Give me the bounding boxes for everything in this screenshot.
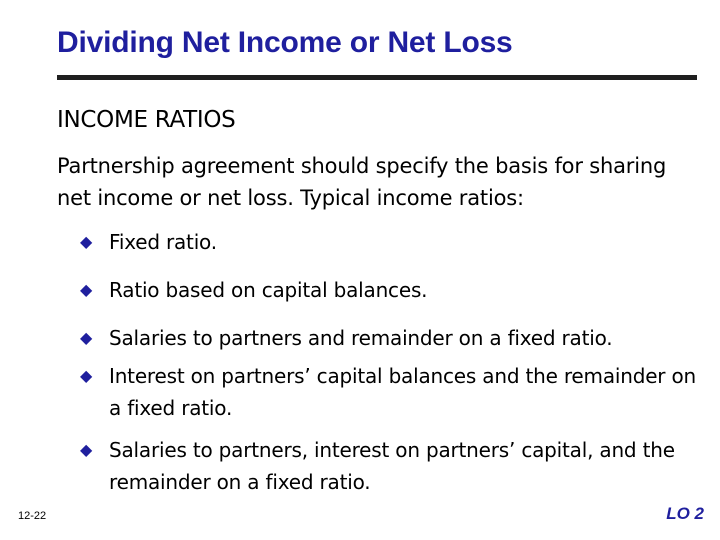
diamond-icon: ◆	[80, 280, 93, 299]
learning-objective-label: LO 2	[666, 504, 704, 523]
title-divider	[57, 75, 697, 80]
bullet-text: Fixed ratio.	[109, 230, 217, 254]
slide-number: 12-22	[18, 510, 47, 522]
diamond-icon: ◆	[80, 328, 93, 347]
intro-paragraph: Partnership agreement should specify the basis for sharing net income or net loss. Typical income ratios:	[57, 154, 667, 210]
bullet-text: Salaries to partners, interest on partners’ capital, and the remainder on a fixed ratio.	[109, 438, 675, 494]
bullet-text: Interest on partners’ capital balances and the remainder on a fixed ratio.	[109, 364, 696, 420]
section-heading: INCOME RATIOS	[57, 107, 236, 133]
diamond-icon: ◆	[80, 440, 93, 459]
slide-title: Dividing Net Income or Net Loss	[57, 26, 513, 59]
bullet-text: Ratio based on capital balances.	[109, 278, 428, 302]
bullet-text: Salaries to partners and remainder on a fixed ratio.	[109, 326, 613, 350]
diamond-icon: ◆	[80, 366, 93, 385]
diamond-icon: ◆	[80, 232, 93, 251]
